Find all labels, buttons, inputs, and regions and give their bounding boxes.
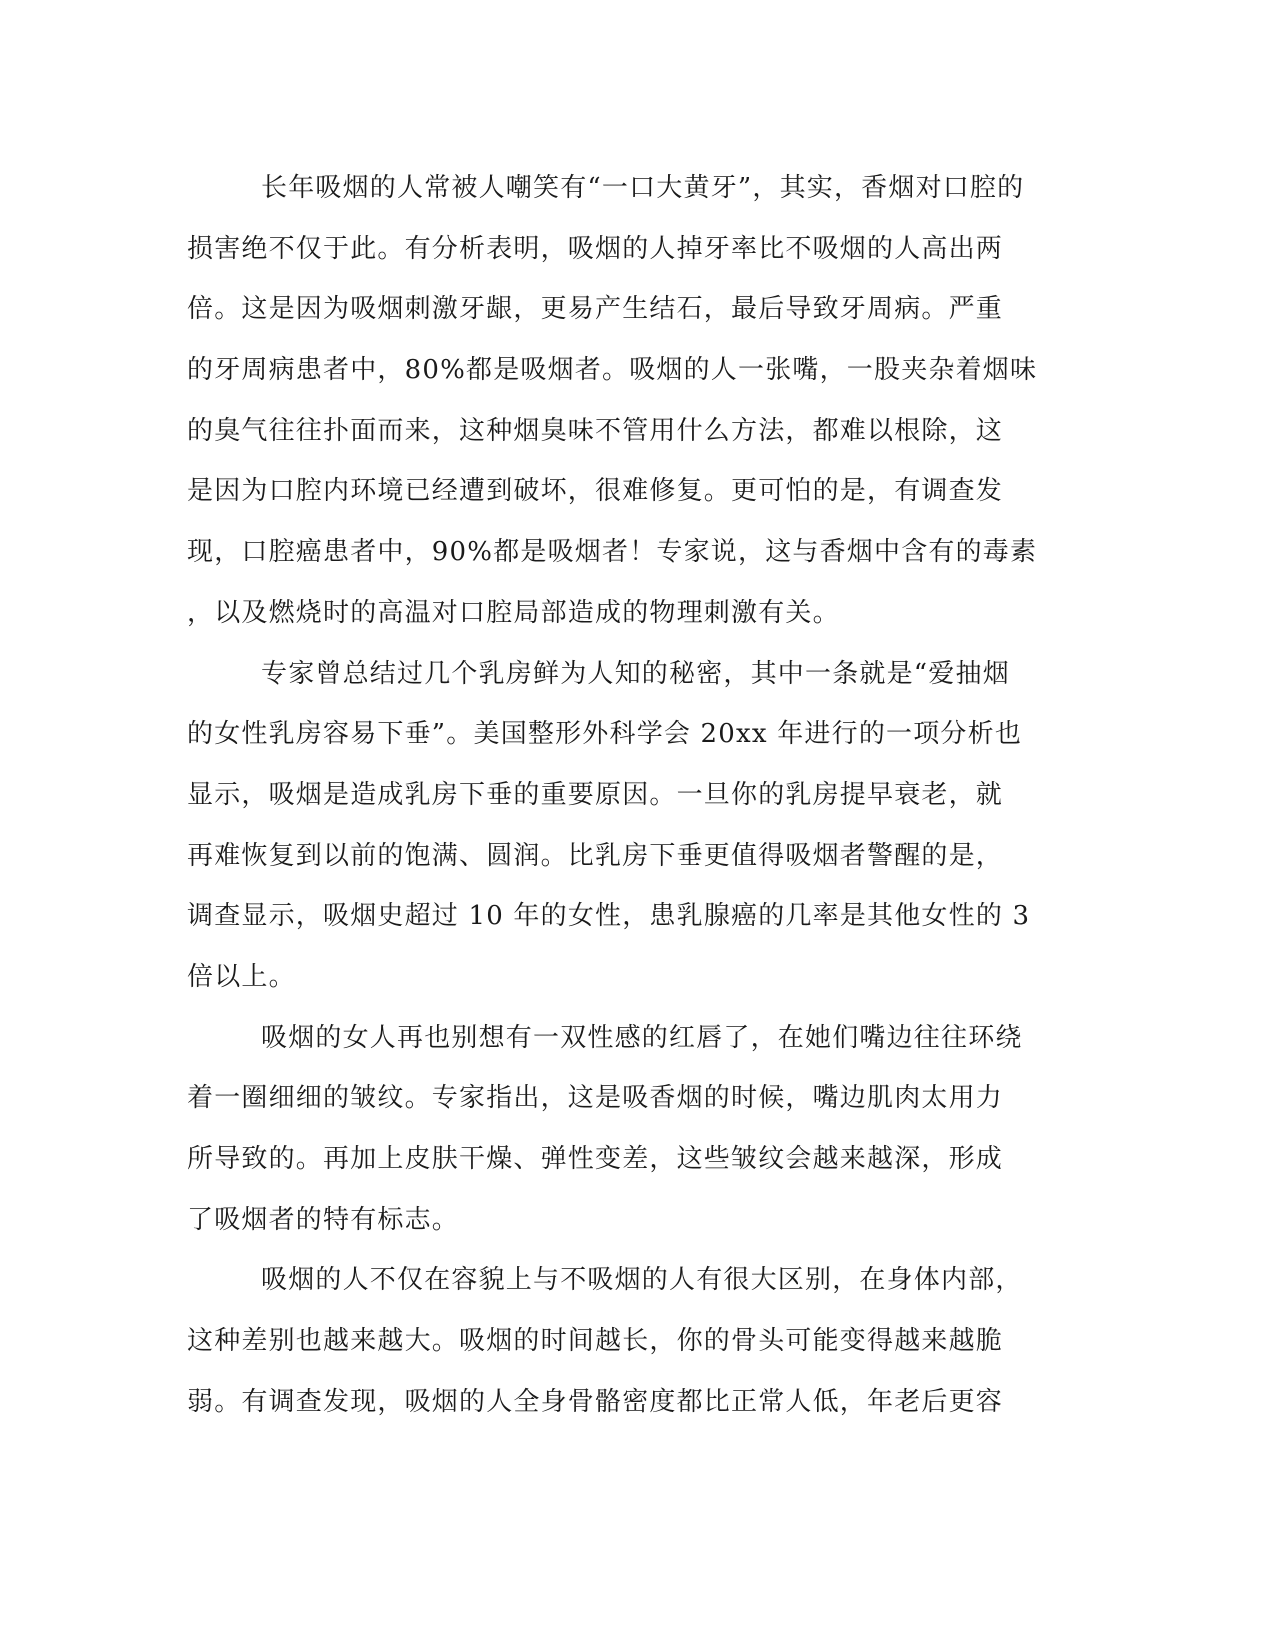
text-line: ，以及燃烧时的高温对口腔局部造成的物理刺激有关。 xyxy=(187,597,840,628)
paragraph-4 xyxy=(187,1250,1087,1432)
text-line: 所导致的。再加上皮肤干燥、弹性变差，这些皱纹会越来越深，形成 xyxy=(187,1144,1004,1174)
text-line: 再难恢复到以前的饱满、圆润。比乳房下垂更值得吸烟者警醒的是， xyxy=(187,840,1004,871)
text-line: 这种差别也越来越大。吸烟的时间越长，你的骨头可能变得越来越脆 xyxy=(187,1326,1004,1357)
text-line: 吸烟的人不仅在容貌上与不吸烟的人有很大区别，在身体内部， xyxy=(261,1265,1023,1296)
paragraph-2 xyxy=(187,644,1087,1008)
text-line: 损害绝不仅于此。有分析表明，吸烟的人掉牙率比不吸烟的人高出两 xyxy=(187,233,1004,264)
text-line: 的牙周病患者中，80%都是吸烟者。吸烟的人一张嘴，一股夹杂着烟味 xyxy=(187,355,1038,386)
document-body xyxy=(187,158,1087,1432)
text-line: 吸烟的女人再也别想有一双性感的红唇了，在她们嘴边往往环绕 xyxy=(261,1022,1023,1053)
text-line: 显示，吸烟是造成乳房下垂的重要原因。一旦你的乳房提早衰老，就 xyxy=(187,779,1004,810)
paragraph-1 xyxy=(187,158,1087,644)
text-line: 的女性乳房容易下垂”。美国整形外科学会 20xx 年进行的一项分析也 xyxy=(187,719,1023,750)
paragraph-3 xyxy=(187,1008,1087,1251)
text-line: 着一圈细细的皱纹。专家指出，这是吸香烟的时候，嘴边肌肉太用力 xyxy=(187,1083,1004,1114)
text-line: 是因为口腔内环境已经遭到破坏，很难修复。更可怕的是，有调查发 xyxy=(187,476,1004,507)
text-line: 弱。有调查发现，吸烟的人全身骨骼密度都比正常人低，年老后更容 xyxy=(187,1386,1004,1417)
text-line: 调查显示，吸烟史超过 10 年的女性，患乳腺癌的几率是其他女性的 3 xyxy=(187,901,1031,932)
text-line: 现，口腔癌患者中，90%都是吸烟者！专家说，这与香烟中含有的毒素 xyxy=(187,537,1038,568)
text-line: 倍。这是因为吸烟刺激牙龈，更易产生结石，最后导致牙周病。严重 xyxy=(187,294,1004,325)
text-line: 专家曾总结过几个乳房鲜为人知的秘密，其中一条就是“爱抽烟 xyxy=(261,658,1010,689)
text-line: 倍以上。 xyxy=(187,961,296,992)
text-line: 长年吸烟的人常被人嘲笑有“一口大黄牙”，其实，香烟对口腔的 xyxy=(261,173,1025,203)
text-line: 了吸烟者的特有标志。 xyxy=(187,1204,460,1235)
text-line: 的臭气往往扑面而来，这种烟臭味不管用什么方法，都难以根除，这 xyxy=(187,415,1004,446)
